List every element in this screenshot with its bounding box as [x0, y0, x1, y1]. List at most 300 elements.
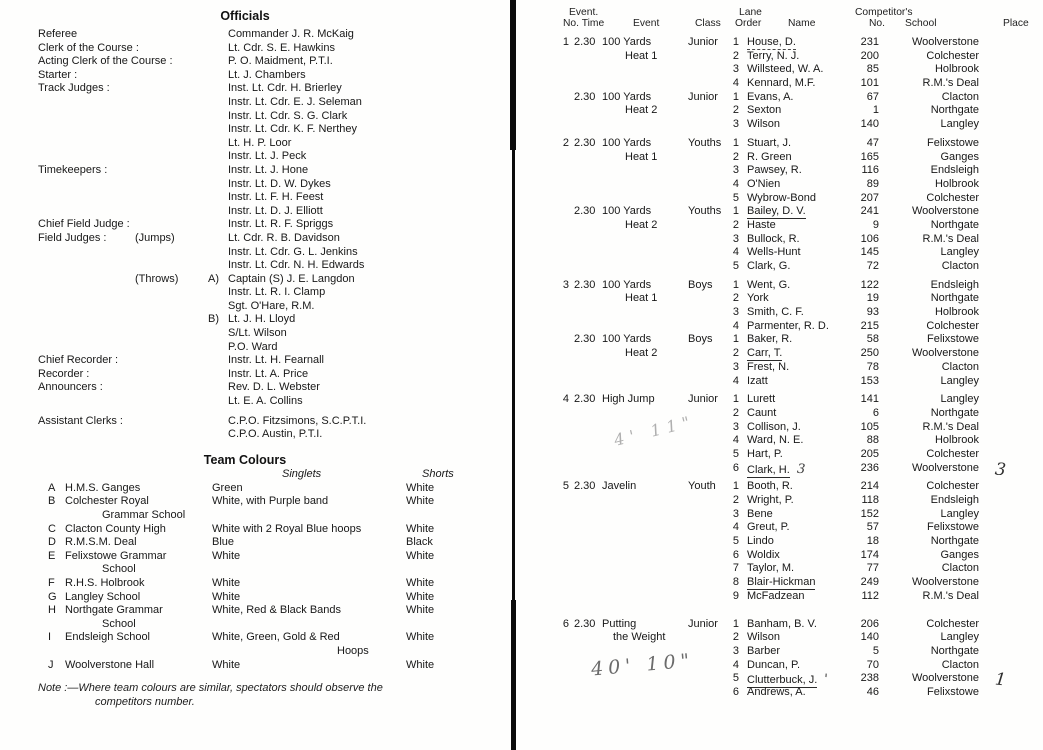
- competitor-lane: 1: [732, 333, 739, 346]
- competitor-row: [555, 361, 1043, 375]
- officials-line: [30, 150, 480, 164]
- competitor-school: Langley: [940, 246, 979, 259]
- competitor-lane: 2: [732, 292, 739, 305]
- competitor-lane: 3: [732, 118, 739, 131]
- event-name: 100 Yards: [602, 205, 652, 218]
- event-block: [555, 91, 1043, 132]
- competitor-name: York: [747, 292, 769, 305]
- competitor-name-cell: [747, 104, 781, 116]
- officials-line: [30, 232, 480, 246]
- competitor-school: R.M.'s Deal: [922, 232, 979, 245]
- competitor-lane: 8: [732, 576, 739, 589]
- team-row-line: [30, 563, 480, 577]
- shorts-colour: Black: [406, 536, 433, 549]
- officials-line: [30, 354, 480, 368]
- official-name: Commander J. R. McKaig: [228, 28, 354, 40]
- competitor-row: [555, 104, 1043, 118]
- competitor-row: [555, 686, 1043, 700]
- competitor-school: Clacton: [941, 658, 979, 671]
- competitor-row: [555, 50, 1043, 64]
- event-heat: Heat 2: [625, 218, 658, 231]
- competitor-number: 236: [860, 461, 879, 474]
- competitor-number: 101: [860, 77, 879, 90]
- competitor-school: Clacton: [941, 360, 979, 373]
- officials-line: [30, 164, 480, 178]
- competitor-number: 46: [866, 685, 879, 698]
- team-letter: B: [48, 495, 56, 508]
- team-colours-note: [30, 682, 480, 709]
- officials-line: [30, 178, 480, 192]
- header-event: Event: [633, 18, 660, 29]
- competitor-number: 214: [860, 480, 879, 493]
- officials-entry: [30, 273, 480, 314]
- event-class: Junior: [688, 617, 718, 630]
- competitor-school: Felixstowe: [927, 685, 979, 698]
- official-name: Lt. H. P. Loor: [228, 136, 292, 149]
- officials-line: [30, 368, 480, 382]
- event-time: 2.30: [574, 90, 596, 103]
- competitor-number: 93: [866, 306, 879, 319]
- team-name: R.H.S. Holbrook: [65, 576, 145, 589]
- competitor-name: Andrews, A.: [747, 685, 806, 698]
- official-name: Instr. Lt. R. F. Spriggs: [228, 218, 334, 231]
- competitor-number: 141: [860, 393, 879, 406]
- competitor-row: [555, 279, 1043, 293]
- competitor-name-cell: [747, 192, 816, 204]
- official-name: Instr. Lt. Cdr. S. G. Clark: [228, 109, 348, 122]
- competitor-lane: 1: [732, 36, 739, 48]
- officials-line: [30, 415, 480, 429]
- team-row: [30, 550, 480, 577]
- note-line: Note :—Where team colours are similar, spectators should observe the: [38, 682, 383, 695]
- official-name: Sgt. O'Hare, R.M.: [228, 299, 315, 312]
- event-number: 1: [562, 36, 569, 48]
- competitor-lane: 4: [732, 319, 739, 332]
- competitor-name: Frest, N.: [747, 360, 790, 373]
- official-name: P. O. Maidment, P.T.I.: [228, 55, 333, 68]
- official-name: Instr. Lt. J. Peck: [228, 150, 307, 163]
- official-name: Lt. E. A. Collins: [228, 395, 303, 408]
- official-role-label: Track Judges :: [38, 82, 110, 95]
- handwritten-place: 1: [993, 669, 1007, 691]
- competitor-row: [555, 246, 1043, 260]
- team-letter: D: [48, 536, 56, 549]
- singlet-colour: White: [212, 576, 241, 589]
- competitor-name-cell: [747, 480, 793, 492]
- competitor-name: O'Nien: [747, 177, 781, 190]
- competitor-lane: 4: [732, 246, 739, 259]
- competitor-row: [555, 137, 1043, 151]
- competitor-name: Bailey, D. V.: [747, 205, 806, 218]
- event-time: 2.30: [574, 36, 596, 48]
- official-role-label: Clerk of the Course :: [38, 41, 139, 54]
- officials-line: [30, 327, 480, 341]
- event-number: 4: [562, 393, 569, 406]
- officials-line: [30, 218, 480, 232]
- competitor-number: 88: [866, 434, 879, 447]
- note-line: competitors number.: [95, 695, 195, 708]
- competitor-number: 5: [872, 644, 879, 657]
- competitor-lane: 3: [732, 63, 739, 76]
- competitor-number: 152: [860, 507, 879, 520]
- team-row-line: [30, 536, 480, 550]
- competitor-school: Colchester: [926, 480, 979, 493]
- competitor-lane: 1: [732, 393, 739, 406]
- competitor-name-cell: [747, 521, 790, 533]
- competitor-school: Holbrook: [934, 63, 979, 76]
- shorts-colour: White: [406, 481, 435, 494]
- entries-page: [555, 0, 1043, 750]
- competitor-name-cell: [747, 178, 780, 190]
- competitor-school: Northgate: [930, 292, 979, 305]
- competitor-school: Northgate: [930, 644, 979, 657]
- competitor-row: [555, 459, 1043, 481]
- singlet-colour: Green: [212, 481, 243, 494]
- competitor-lane: 1: [732, 90, 739, 103]
- event-block: [555, 393, 1043, 481]
- competitor-lane: 2: [732, 406, 739, 419]
- competitor-name: Wilson: [747, 118, 781, 131]
- competitor-row: [555, 205, 1043, 219]
- officials-entry: [30, 368, 480, 382]
- competitor-number: 241: [860, 205, 879, 218]
- official-name: Inst. Lt. Cdr. H. Brierley: [228, 82, 342, 95]
- competitor-number: 57: [866, 521, 879, 534]
- book-spine-line: [510, 0, 516, 150]
- team-row-line: [30, 509, 480, 523]
- competitor-name-cell: [747, 279, 790, 291]
- entries-table-header: [555, 0, 1043, 32]
- competitor-row: [555, 618, 1043, 632]
- competitor-school: Northgate: [930, 406, 979, 419]
- competitor-row: [555, 535, 1043, 549]
- competitor-name-cell: [747, 36, 796, 48]
- book-spine-line: [511, 600, 516, 750]
- header-school: School: [905, 18, 937, 29]
- competitor-name-cell: [747, 219, 776, 231]
- competitor-name-cell: [747, 375, 768, 387]
- competitor-name: Wells-Hunt: [747, 246, 801, 259]
- competitor-name-cell: [747, 91, 793, 103]
- team-row-line: [30, 604, 480, 618]
- competitor-name: Sexton: [747, 104, 782, 117]
- shorts-colour: White: [406, 658, 435, 671]
- competitor-school: Endsleigh: [930, 164, 979, 177]
- competitor-row: [555, 576, 1043, 590]
- competitor-name-cell: [747, 164, 802, 176]
- event-class: Boys: [688, 278, 713, 291]
- competitor-name: Caunt: [747, 406, 777, 419]
- team-row: [30, 536, 480, 550]
- competitor-school: Woolverstone: [911, 461, 979, 474]
- team-colours-column-headers: [30, 468, 480, 481]
- competitor-name-cell: [747, 347, 782, 359]
- event-name-continued: the Weight: [613, 631, 666, 644]
- event-heat: Heat 1: [625, 150, 658, 163]
- competitor-name: Bullock, R.: [747, 232, 800, 245]
- competitor-school: Colchester: [926, 617, 979, 630]
- event-class: Youths: [688, 205, 722, 218]
- competitor-name-cell: [747, 320, 829, 332]
- shorts-colour: White: [406, 495, 435, 508]
- event-class: Boys: [688, 333, 713, 346]
- competitor-school: Clacton: [941, 260, 979, 272]
- event-block: [555, 36, 1043, 91]
- competitor-name-cell: [747, 535, 774, 547]
- team-letter: I: [48, 631, 52, 644]
- competitor-school: Langley: [940, 393, 979, 406]
- officials-page: [30, 0, 480, 750]
- competitor-number: 165: [860, 150, 879, 163]
- officials-line: [30, 381, 480, 395]
- team-name: R.M.S.M. Deal: [65, 536, 137, 549]
- team-row: [30, 577, 480, 591]
- competitor-name-cell: [747, 434, 803, 446]
- competitor-number: 112: [861, 589, 879, 602]
- officials-entry: [30, 164, 480, 218]
- team-name: Felixstowe Grammar: [65, 549, 167, 562]
- officials-line: [30, 341, 480, 355]
- official-group-marker: B): [208, 313, 219, 326]
- official-role-label: Chief Field Judge :: [38, 218, 130, 231]
- event-name: Putting: [602, 617, 637, 630]
- events-list: [555, 36, 1043, 700]
- event-heat: Heat 2: [625, 347, 658, 360]
- competitor-name: Clark, G.: [747, 260, 791, 272]
- competitor-name: Smith, C. F.: [747, 306, 804, 319]
- competitor-number: 106: [860, 232, 879, 245]
- team-colours-title: Team Colours: [203, 452, 287, 467]
- competitor-number: 72: [866, 260, 879, 272]
- officials-line: [30, 96, 480, 110]
- team-letter: A: [48, 481, 56, 494]
- competitor-name: Ward, N. E.: [747, 434, 804, 447]
- competitor-number: 122: [860, 278, 879, 291]
- competitor-row: [555, 393, 1043, 407]
- competitor-name-cell: [747, 306, 804, 318]
- competitor-name-cell: [747, 576, 815, 588]
- competitor-lane: 2: [732, 104, 739, 117]
- competitor-name: Wilson: [747, 631, 781, 644]
- competitor-lane: 4: [732, 374, 739, 387]
- official-name: Instr. Lt. A. Price: [228, 367, 309, 380]
- competitor-name-cell: [747, 63, 823, 75]
- competitor-name: Clark, H.: [747, 463, 790, 476]
- competitor-number: 77: [866, 562, 879, 575]
- event-class: Youths: [688, 136, 722, 149]
- competitor-number: 9: [872, 218, 879, 231]
- competitor-row: [555, 192, 1043, 206]
- team-letter: G: [48, 590, 57, 603]
- official-sub-label: (Throws): [135, 272, 179, 285]
- competitor-row: [555, 178, 1043, 192]
- team-letter: H: [48, 604, 56, 617]
- team-row: [30, 631, 480, 658]
- competitor-name-cell: [747, 118, 780, 130]
- competitor-lane: 1: [732, 136, 739, 149]
- officials-entry: [30, 82, 480, 164]
- handwritten-mark: 3: [796, 461, 806, 477]
- official-name: Lt. Cdr. S. E. Hawkins: [228, 41, 335, 54]
- competitor-school: Woolverstone: [911, 347, 979, 360]
- competitor-name: Pawsey, R.: [747, 164, 802, 177]
- official-name: C.P.O. Austin, P.T.I.: [228, 428, 323, 441]
- officials-line: [30, 137, 480, 151]
- officials-line: [30, 42, 480, 56]
- team-colours-list: [30, 482, 480, 672]
- competitor-name: Baker, R.: [747, 333, 793, 346]
- header-competitor-no: No.: [869, 18, 886, 29]
- event-time: 2.30: [574, 617, 596, 630]
- event-time: 2.30: [574, 136, 596, 149]
- officials-entry: [30, 232, 480, 273]
- competitor-name: Bene: [747, 507, 773, 520]
- competitor-school: Langley: [940, 631, 979, 644]
- competitor-row: [555, 508, 1043, 522]
- competitor-number: 47: [866, 136, 879, 149]
- shorts-column-header: Shorts: [422, 467, 454, 480]
- competitor-lane: 1: [732, 617, 739, 630]
- event-name: 100 Yards: [602, 36, 652, 48]
- team-row-line: [30, 550, 480, 564]
- competitor-row: [555, 407, 1043, 421]
- official-name: Instr. Lt. D. W. Dykes: [228, 177, 331, 190]
- event-name: High Jump: [602, 393, 655, 406]
- competitor-lane: 4: [732, 521, 739, 534]
- competitor-name-cell: [747, 393, 775, 405]
- competitor-number: 58: [866, 333, 879, 346]
- singlet-colour: White, Red & Black Bands: [212, 604, 342, 617]
- event-name: Javelin: [602, 480, 637, 493]
- event-time: 2.30: [574, 278, 596, 291]
- competitor-school: Endsleigh: [930, 494, 979, 506]
- competitor-school: Holbrook: [934, 434, 979, 447]
- official-name: Instr. Lt. Cdr. K. F. Nerthey: [228, 123, 357, 136]
- competitor-number: 249: [860, 576, 879, 589]
- official-role-label: Field Judges :: [38, 231, 107, 244]
- competitor-school: R.M.'s Deal: [922, 420, 979, 433]
- team-name: Endsleigh School: [65, 631, 151, 644]
- official-name: Instr. Lt. Cdr. G. L. Jenkins: [228, 245, 358, 258]
- competitor-lane: 5: [732, 447, 739, 460]
- header-no-time: No. Time: [563, 18, 605, 29]
- officials-line: [30, 286, 480, 300]
- competitor-name-cell: [747, 494, 794, 506]
- official-sub-label: (Jumps): [135, 231, 175, 244]
- competitor-school: Northgate: [930, 218, 979, 231]
- competitor-number: 200: [860, 49, 879, 62]
- competitor-name: Went, G.: [747, 278, 791, 291]
- competitor-school: Colchester: [926, 319, 979, 332]
- competitor-number: 1: [872, 104, 879, 117]
- team-row-line: [30, 631, 480, 645]
- competitor-row: [555, 292, 1043, 306]
- official-name: Captain (S) J. E. Langdon: [228, 272, 355, 285]
- competitor-name-cell: [747, 686, 806, 698]
- event-name: 100 Yards: [602, 333, 652, 346]
- event-time: 2.30: [574, 333, 596, 346]
- singlet-colour-continued: Hoops: [337, 644, 369, 657]
- competitor-name: Izatt: [747, 374, 768, 387]
- competitor-row: [555, 494, 1043, 508]
- team-row-line: [30, 523, 480, 537]
- team-name: Langley School: [65, 590, 141, 603]
- officials-line: [30, 191, 480, 205]
- competitor-school: Clacton: [941, 562, 979, 575]
- team-letter: C: [48, 522, 56, 535]
- competitor-lane: 3: [732, 420, 739, 433]
- competitor-row: [555, 233, 1043, 247]
- competitor-lane: 4: [732, 658, 739, 671]
- officials-list: [30, 28, 480, 442]
- competitor-name: Evans, A.: [747, 90, 794, 103]
- competitor-row: [555, 333, 1043, 347]
- competitor-lane: 2: [732, 631, 739, 644]
- team-letter: J: [48, 658, 54, 671]
- competitor-number: 85: [866, 63, 879, 76]
- competitor-name: Lurett: [747, 393, 776, 406]
- competitor-name-cell: [747, 645, 780, 657]
- team-row-line: [30, 645, 480, 659]
- competitor-name: Woldix: [747, 548, 780, 561]
- shorts-colour: White: [406, 604, 435, 617]
- competitor-number: 116: [861, 164, 879, 177]
- competitor-number: 250: [860, 347, 879, 360]
- competitor-number: 89: [866, 177, 879, 190]
- competitor-lane: 4: [732, 77, 739, 90]
- competitor-lane: 1: [732, 205, 739, 218]
- team-name-continued: School: [102, 563, 136, 576]
- competitor-name: Wybrow-Bond: [747, 191, 816, 204]
- team-row-line: [30, 482, 480, 496]
- competitor-name-cell: [747, 631, 780, 643]
- competitor-name: Blair-Hickman: [747, 576, 816, 589]
- competitor-number: 6: [872, 406, 879, 419]
- team-name: Northgate Grammar: [65, 604, 163, 617]
- officials-line: [30, 273, 480, 287]
- header-competitors: Competitor's: [855, 7, 913, 18]
- competitor-number: 78: [866, 360, 879, 373]
- team-name: H.M.S. Ganges: [65, 481, 141, 494]
- competitor-lane: 4: [732, 177, 739, 190]
- official-name: Instr. Lt. D. J. Elliott: [228, 204, 323, 217]
- competitor-name: McFadzean: [747, 589, 805, 602]
- officials-line: [30, 69, 480, 83]
- competitor-school: Woolverstone: [911, 576, 979, 589]
- competitor-row: [555, 521, 1043, 535]
- officials-entry: [30, 28, 480, 42]
- competitor-name-cell: [747, 151, 792, 163]
- competitor-lane: 2: [732, 218, 739, 231]
- event-block: [555, 279, 1043, 334]
- competitor-row: [555, 164, 1043, 178]
- event-number: 5: [562, 480, 569, 493]
- competitor-lane: 2: [732, 49, 739, 62]
- competitor-name-cell: [747, 562, 794, 574]
- competitor-name: Duncan, P.: [747, 658, 801, 671]
- competitor-school: Colchester: [926, 191, 979, 204]
- team-row: [30, 659, 480, 673]
- official-name: P.O. Ward: [228, 340, 278, 353]
- competitor-lane: 3: [732, 507, 739, 520]
- competitor-name-cell: [747, 246, 801, 258]
- team-name: Woolverstone Hall: [65, 658, 155, 671]
- team-name-continued: Grammar School: [102, 509, 186, 521]
- handwritten-mark: ': [823, 672, 829, 688]
- competitor-row: [555, 480, 1043, 494]
- competitor-name-cell: [747, 50, 799, 62]
- singlet-colour: White: [212, 549, 241, 562]
